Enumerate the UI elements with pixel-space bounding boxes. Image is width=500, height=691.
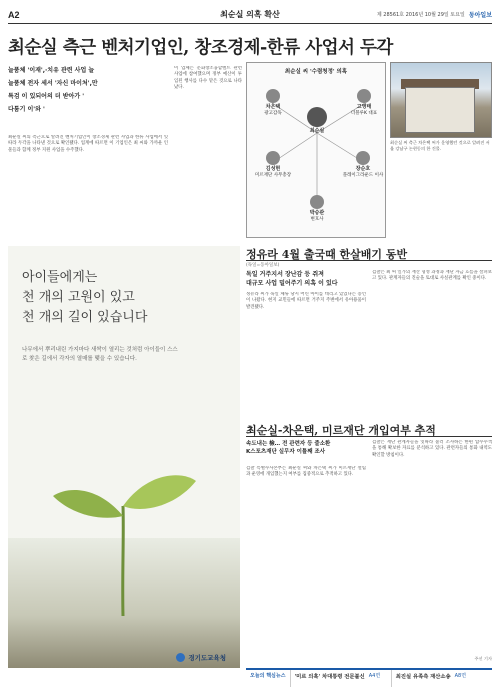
deck-line: 다툼기 이'와 ' [8, 106, 45, 113]
main-headline: 최순실 측근 벤처기업인, 창조경제-한류 사업서 두각 [8, 38, 393, 58]
divider [246, 260, 492, 261]
ad-sponsor: 경기도교육청 [176, 653, 226, 662]
deck-line: 특검 이 있되어의 더 받아가 ' [8, 93, 85, 100]
page-header [8, 6, 492, 24]
deck-line: 늘품체 전자 세서 '자신 마이처',만 [8, 80, 98, 87]
today-item[interactable]: '미르 의혹' 차대통령 전문불신 A4면 [290, 670, 391, 687]
article2-body: 검찰은 최 씨 일가의 재산 형성 과정과 재단 자금 흐름을 살펴보고 있다. 관계자들의 진술을 토대로 사실관계를 확인 중이다. [372, 270, 492, 282]
article3-body: 검찰 특별수사본부는 최순실 씨와 차은택 씨가 미르재단 설립과 운영에 개입했는지 여부를 집중적으로 추적하고 있다. [246, 466, 366, 478]
advertisement [8, 246, 240, 668]
diagram-node: 고영태 더블루K 대표 [343, 89, 385, 116]
diagram-node: 장순호 플레이그라운드 이사 [341, 151, 385, 178]
page-number: A2 [8, 9, 20, 20]
ad-headline: 아이들에게는 천 개의 고원이 있고 천 개의 길이 있습니다 [22, 270, 148, 326]
issue-text: 제 28561호 2016년 10월 29일 토요일 [376, 12, 465, 18]
issue-info [377, 10, 492, 19]
portrait-icon [357, 89, 371, 103]
building-photo [390, 62, 492, 138]
article2-headline: 정유라 4월 출국때 한살배기 동반 [246, 248, 408, 261]
sprout-illustration [48, 426, 198, 626]
portrait-icon [266, 89, 280, 103]
article-column: 이 업체는 문화창조융합벨트 관련 사업에 참여했으며 정부 예산이 투입된 행사를 다수 맡은 것으로 나타났다. [174, 66, 242, 91]
main-deck [8, 66, 168, 118]
relationship-diagram [246, 62, 386, 238]
deck-line: 늘품체 '이재',·치유 관련 사업 늘 [8, 67, 95, 74]
today-key-news [246, 668, 492, 687]
article3-headline: 최순실-차은택, 미르재단 개입여부 추적 [246, 424, 436, 437]
portrait-icon [356, 151, 370, 165]
section-title: 최순실 의혹 확산 [220, 10, 280, 19]
center-node [299, 107, 335, 135]
today-label: 오늘의 핵심뉴스 [250, 673, 286, 679]
photo-caption: 최순실 씨 측근 차은택 씨가 운영했던 것으로 알려진 서울 강남구 논현동의 한 건물. [390, 140, 490, 151]
newspaper-logo: 동아일보 [468, 12, 492, 19]
diagram-node: 박승관 변호사 [295, 195, 339, 222]
today-item[interactable]: 최진실 유족측 재산소송 A8면 [391, 670, 492, 687]
ad-body: 나무에서 뿌리내린 가지마다 새싹이 열리는 것처럼 아이들이 스스로 찾은 길에서 각자의 열매를 맺을 수 있습니다. [22, 347, 178, 362]
article2-byline: (독일=동아일보) [246, 263, 280, 268]
portrait-icon [266, 151, 280, 165]
photo-building [405, 87, 475, 133]
article3-body: 검찰은 재단 관계자들을 잇따라 불러 조사하는 한편 압수수색을 통해 확보한 자료를 분석하고 있다. 관련자들의 통화 내역도 확인할 방침이다. [372, 440, 492, 458]
person-silhouette-icon [307, 107, 327, 127]
center-name: 최순실 [309, 128, 325, 134]
article3-byline: 주선 기자 [474, 656, 492, 661]
article2-deck: 독일 거주지서 장난감 등 쥐져 대규모 사업 밀어주기 의혹 이 있다 [246, 271, 338, 287]
article-column: 최순실 씨의 측근으로 알려진 벤처기업인이 창조경제 관련 사업과 한류 사업에서 잇따라 두각을 나타낸 것으로 확인됐다. 업계에 따르면 이 기업인은 최 씨와 가까운 인물들과 함께 정부 지원 사업을 수주했다. [8, 135, 168, 153]
article3-deck: 속도내는 檢… 전 관련자 등 줄소환 K스포츠재단 실무자 이틀째 조사 [246, 441, 331, 456]
diagram-title: 최순실 씨 '수렴청정' 의혹 [284, 69, 348, 75]
diagram-node: 김성현 미르재단 사무총장 [251, 151, 295, 178]
article2-body: 정유라 씨가 독일 체류 당시 어린 아이를 데리고 있었다는 증언이 나왔다. 현지 교민들에 따르면 거주지 주변에서 유아용품이 발견됐다. [246, 292, 366, 310]
divider [246, 436, 492, 437]
diagram-node: 차은택 광고감독 [253, 89, 293, 116]
portrait-icon [310, 195, 324, 209]
sponsor-logo-icon [176, 653, 185, 662]
